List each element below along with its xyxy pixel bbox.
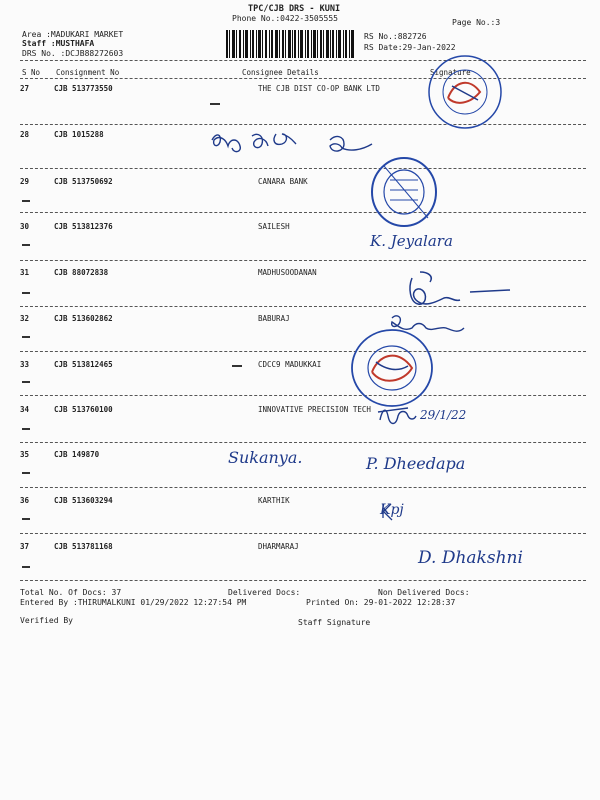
row-consignment: CJB 149870 xyxy=(54,450,100,459)
handwriting-row34-date: 29/1/22 xyxy=(420,408,467,422)
row-consignment: CJB 513603294 xyxy=(54,496,113,505)
handwriting-row35-right: P. Dheedapa xyxy=(366,454,466,473)
row-sno: 31 xyxy=(20,268,30,277)
row-consignee: CDCC9 MADUKKAI xyxy=(258,360,322,369)
col-signature: Signature xyxy=(430,68,471,77)
signature-row32 xyxy=(392,316,464,331)
handwriting-row30: K. Jeyalara xyxy=(370,232,453,250)
rs-number: RS No.:882726 xyxy=(364,32,427,41)
row-consignment: CJB 513773550 xyxy=(54,84,113,93)
row-sno: 27 xyxy=(20,84,30,93)
row-sno: 32 xyxy=(20,314,30,323)
row-sno: 37 xyxy=(20,542,30,551)
row-consignee: DHARMARAJ xyxy=(258,542,299,551)
row-consignment: CJB 1015288 xyxy=(54,130,104,139)
row-consignment: CJB 88072838 xyxy=(54,268,109,277)
row-sno: 36 xyxy=(20,496,30,505)
total-docs: Total No. Of Docs: 37 xyxy=(20,588,122,597)
page-number: Page No.:3 xyxy=(452,18,501,27)
row-consignment: CJB 513781168 xyxy=(54,542,113,551)
non-delivered-docs: Non Delivered Docs: xyxy=(378,588,470,597)
row-consignee: INNOVATIVE PRECISION TECH xyxy=(258,405,371,414)
staff-signature: Staff Signature xyxy=(298,618,371,627)
col-consignee: Consignee Details xyxy=(242,68,319,77)
signature-row34 xyxy=(378,408,416,424)
row-sno: 29 xyxy=(20,177,30,186)
row-sno: 34 xyxy=(20,405,30,414)
signature-row31 xyxy=(410,272,510,304)
row-consignment: CJB 513812465 xyxy=(54,360,113,369)
document-title: TPC/CJB DRS - KUNI xyxy=(248,4,341,14)
row-consignee: CANARA BANK xyxy=(258,177,308,186)
printed-on: Printed On: 29-01-2022 12:28:37 xyxy=(306,598,456,607)
handwriting-row36: Kpj xyxy=(380,502,404,518)
verified-by: Verified By xyxy=(20,616,73,625)
bank-stamp-row27 xyxy=(429,56,501,128)
delivered-docs: Delivered Docs: xyxy=(228,588,301,597)
rs-date: RS Date:29-Jan-2022 xyxy=(364,43,456,52)
staff: Staff :MUSTHAFA xyxy=(22,39,95,48)
col-consignment: Consignment No xyxy=(56,68,120,77)
row-consignment: CJB 513812376 xyxy=(54,222,113,231)
col-sno: S No xyxy=(22,68,41,77)
bank-stamp-row33 xyxy=(352,330,432,406)
canara-stamp-row29 xyxy=(372,158,436,226)
row-sno: 35 xyxy=(20,450,30,459)
row-consignee: KARTHIK xyxy=(258,496,290,505)
row-consignee: THE CJB DIST CO-OP BANK LTD xyxy=(258,84,380,93)
row-consignee: MADHUSOODANAN xyxy=(258,268,317,277)
signature-row28 xyxy=(212,134,372,152)
row-consignee: BABURAJ xyxy=(258,314,290,323)
drs-number: DRS No. :DCJB88272603 xyxy=(22,49,124,58)
row-consignment: CJB 513750692 xyxy=(54,177,113,186)
row-consignment: CJB 513760100 xyxy=(54,405,113,414)
row-sno: 30 xyxy=(20,222,30,231)
row-consignee: SAILESH xyxy=(258,222,290,231)
phone-number: Phone No.:0422-3505555 xyxy=(232,14,338,23)
handwriting-row37: D. Dhakshni xyxy=(418,548,523,568)
handwriting-row35-left: Sukanya. xyxy=(228,448,303,467)
entered-by: Entered By :THIRUMALKUNI 01/29/2022 12:27:54 PM xyxy=(20,598,247,607)
row-sno: 33 xyxy=(20,360,30,369)
row-consignment: CJB 513602862 xyxy=(54,314,113,323)
row-sno: 28 xyxy=(20,130,30,139)
area: Area :MADUKARI MARKET xyxy=(22,30,124,39)
